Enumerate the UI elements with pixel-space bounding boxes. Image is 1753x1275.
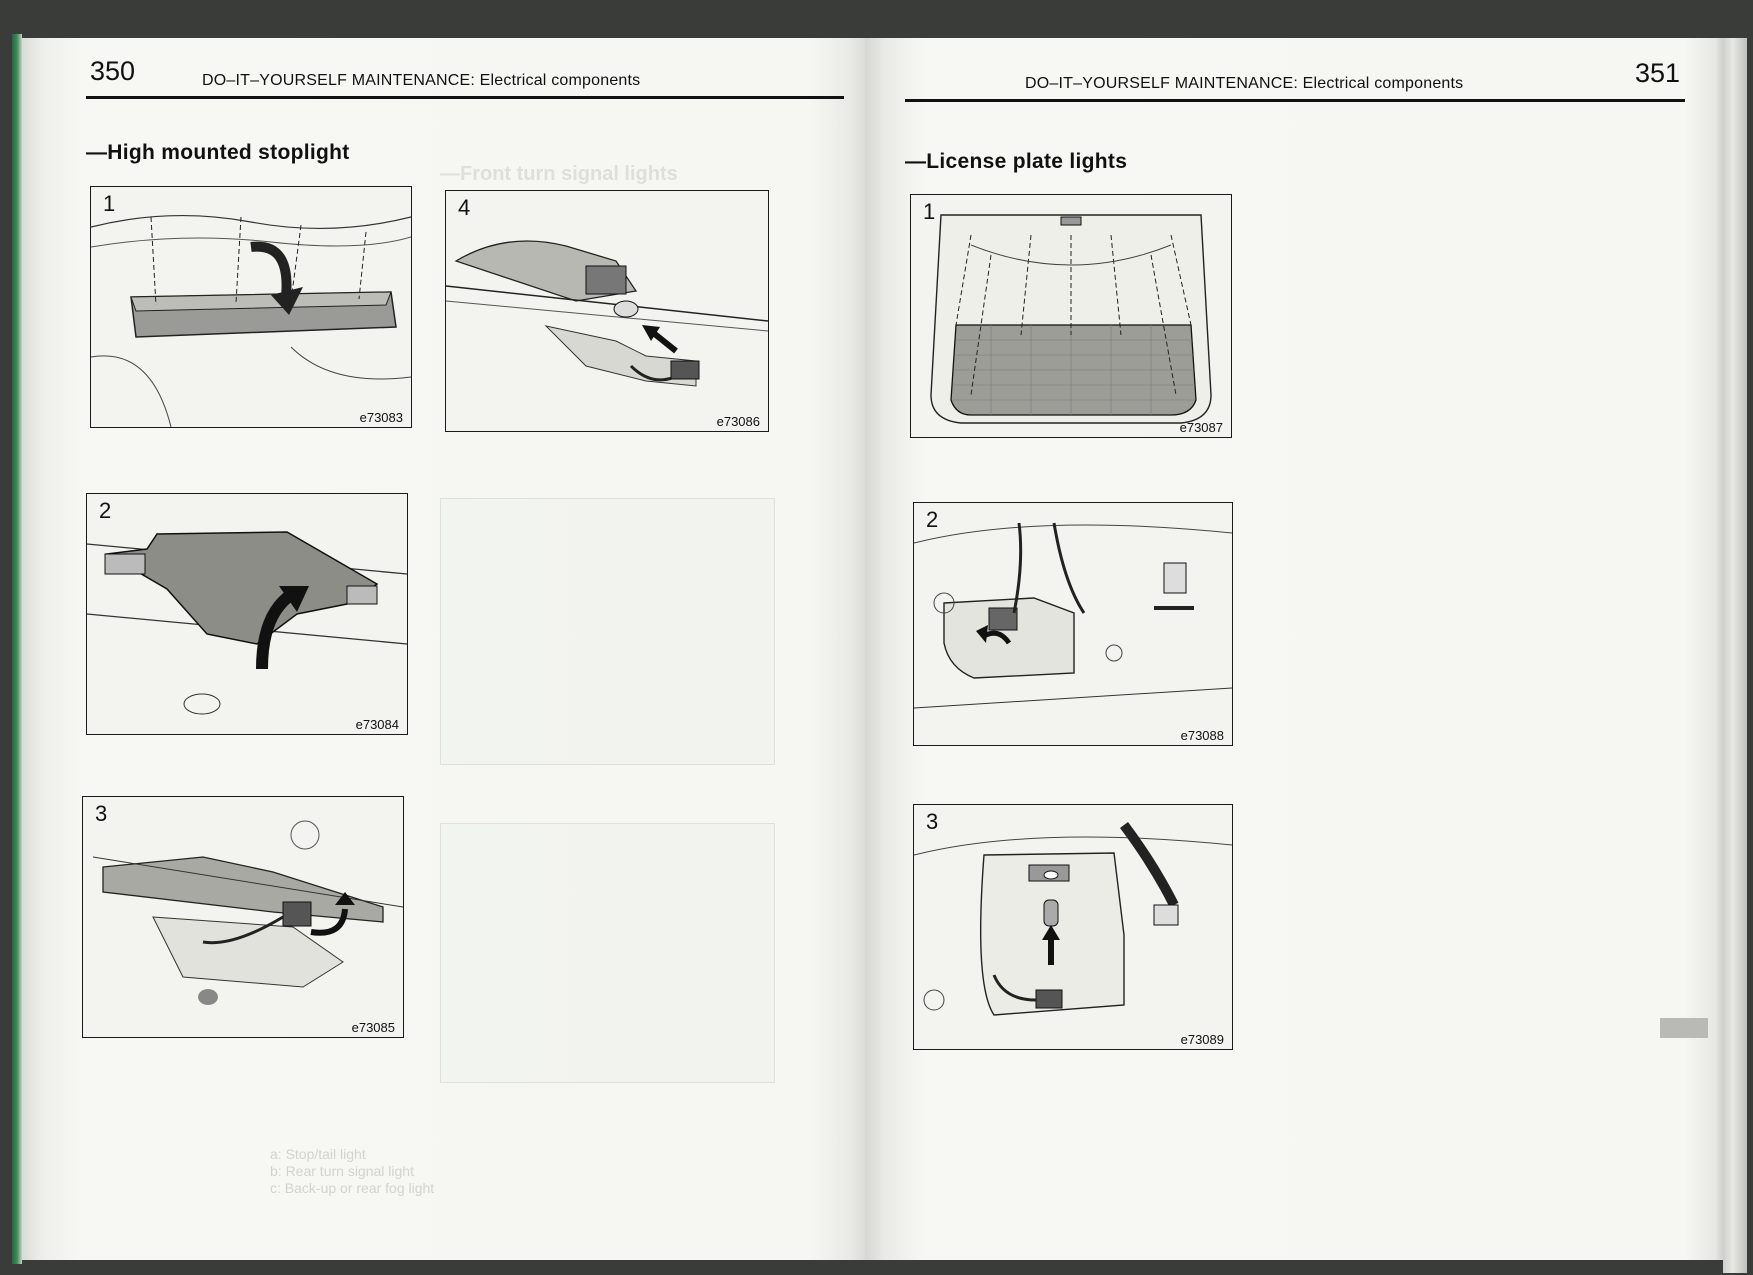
figure-code: e73087 <box>1179 420 1223 435</box>
page-number-right: 351 <box>1635 58 1681 88</box>
bulb-pull-diagram <box>914 805 1232 1049</box>
panel-clip-removal-diagram <box>91 187 411 427</box>
lens-removal-diagram <box>87 494 407 734</box>
page-number-left: 350 <box>90 56 136 86</box>
right-page <box>865 38 1723 1260</box>
show-through-box <box>440 498 775 765</box>
figure-code: e73085 <box>351 1020 395 1035</box>
figure-code: e73086 <box>716 414 760 429</box>
running-head-left: DO–IT–YOURSELF MAINTENANCE: Electrical components <box>202 72 641 89</box>
figure-step-4 <box>445 190 769 432</box>
figure-code: e73083 <box>359 410 403 425</box>
step-number: 4 <box>458 195 471 220</box>
thumb-index-tab <box>1660 1018 1708 1038</box>
header-rule-left <box>86 96 844 99</box>
figure-step-1-right <box>910 194 1232 438</box>
figure-step-3 <box>82 796 404 1038</box>
socket-turn-diagram <box>914 503 1232 745</box>
figure-code: e73089 <box>1180 1032 1224 1047</box>
header-rule-right <box>905 99 1685 102</box>
step-number: 2 <box>926 507 939 532</box>
step-number: 3 <box>926 809 939 834</box>
running-head-right: DO–IT–YOURSELF MAINTENANCE: Electrical components <box>1025 75 1464 92</box>
trunk-trim-panel-diagram <box>911 195 1231 437</box>
figure-code: e73088 <box>1180 728 1224 743</box>
figure-step-2 <box>86 493 408 735</box>
step-number: 1 <box>103 191 116 216</box>
book-spread <box>12 10 1747 1272</box>
section-title-right: —License plate lights <box>905 150 1128 173</box>
figure-step-1 <box>90 186 412 428</box>
figure-code: e73084 <box>355 717 399 732</box>
socket-twist-diagram <box>83 797 403 1037</box>
show-through-box <box>440 823 775 1083</box>
show-through-text: —Front turn signal lights <box>440 163 678 185</box>
figure-step-3-right <box>913 804 1233 1050</box>
bulb-socket-diagram <box>446 191 768 431</box>
left-page <box>20 38 865 1260</box>
section-title-left: —High mounted stoplight <box>86 141 350 164</box>
step-number: 1 <box>923 199 936 224</box>
show-through-caption: a: Stop/tail light b: Rear turn signal light c: Back-up or rear fog light <box>270 1146 435 1196</box>
figure-step-2-right <box>913 502 1233 746</box>
step-number: 3 <box>95 801 108 826</box>
page-edge <box>1723 38 1747 1273</box>
step-number: 2 <box>99 498 112 523</box>
